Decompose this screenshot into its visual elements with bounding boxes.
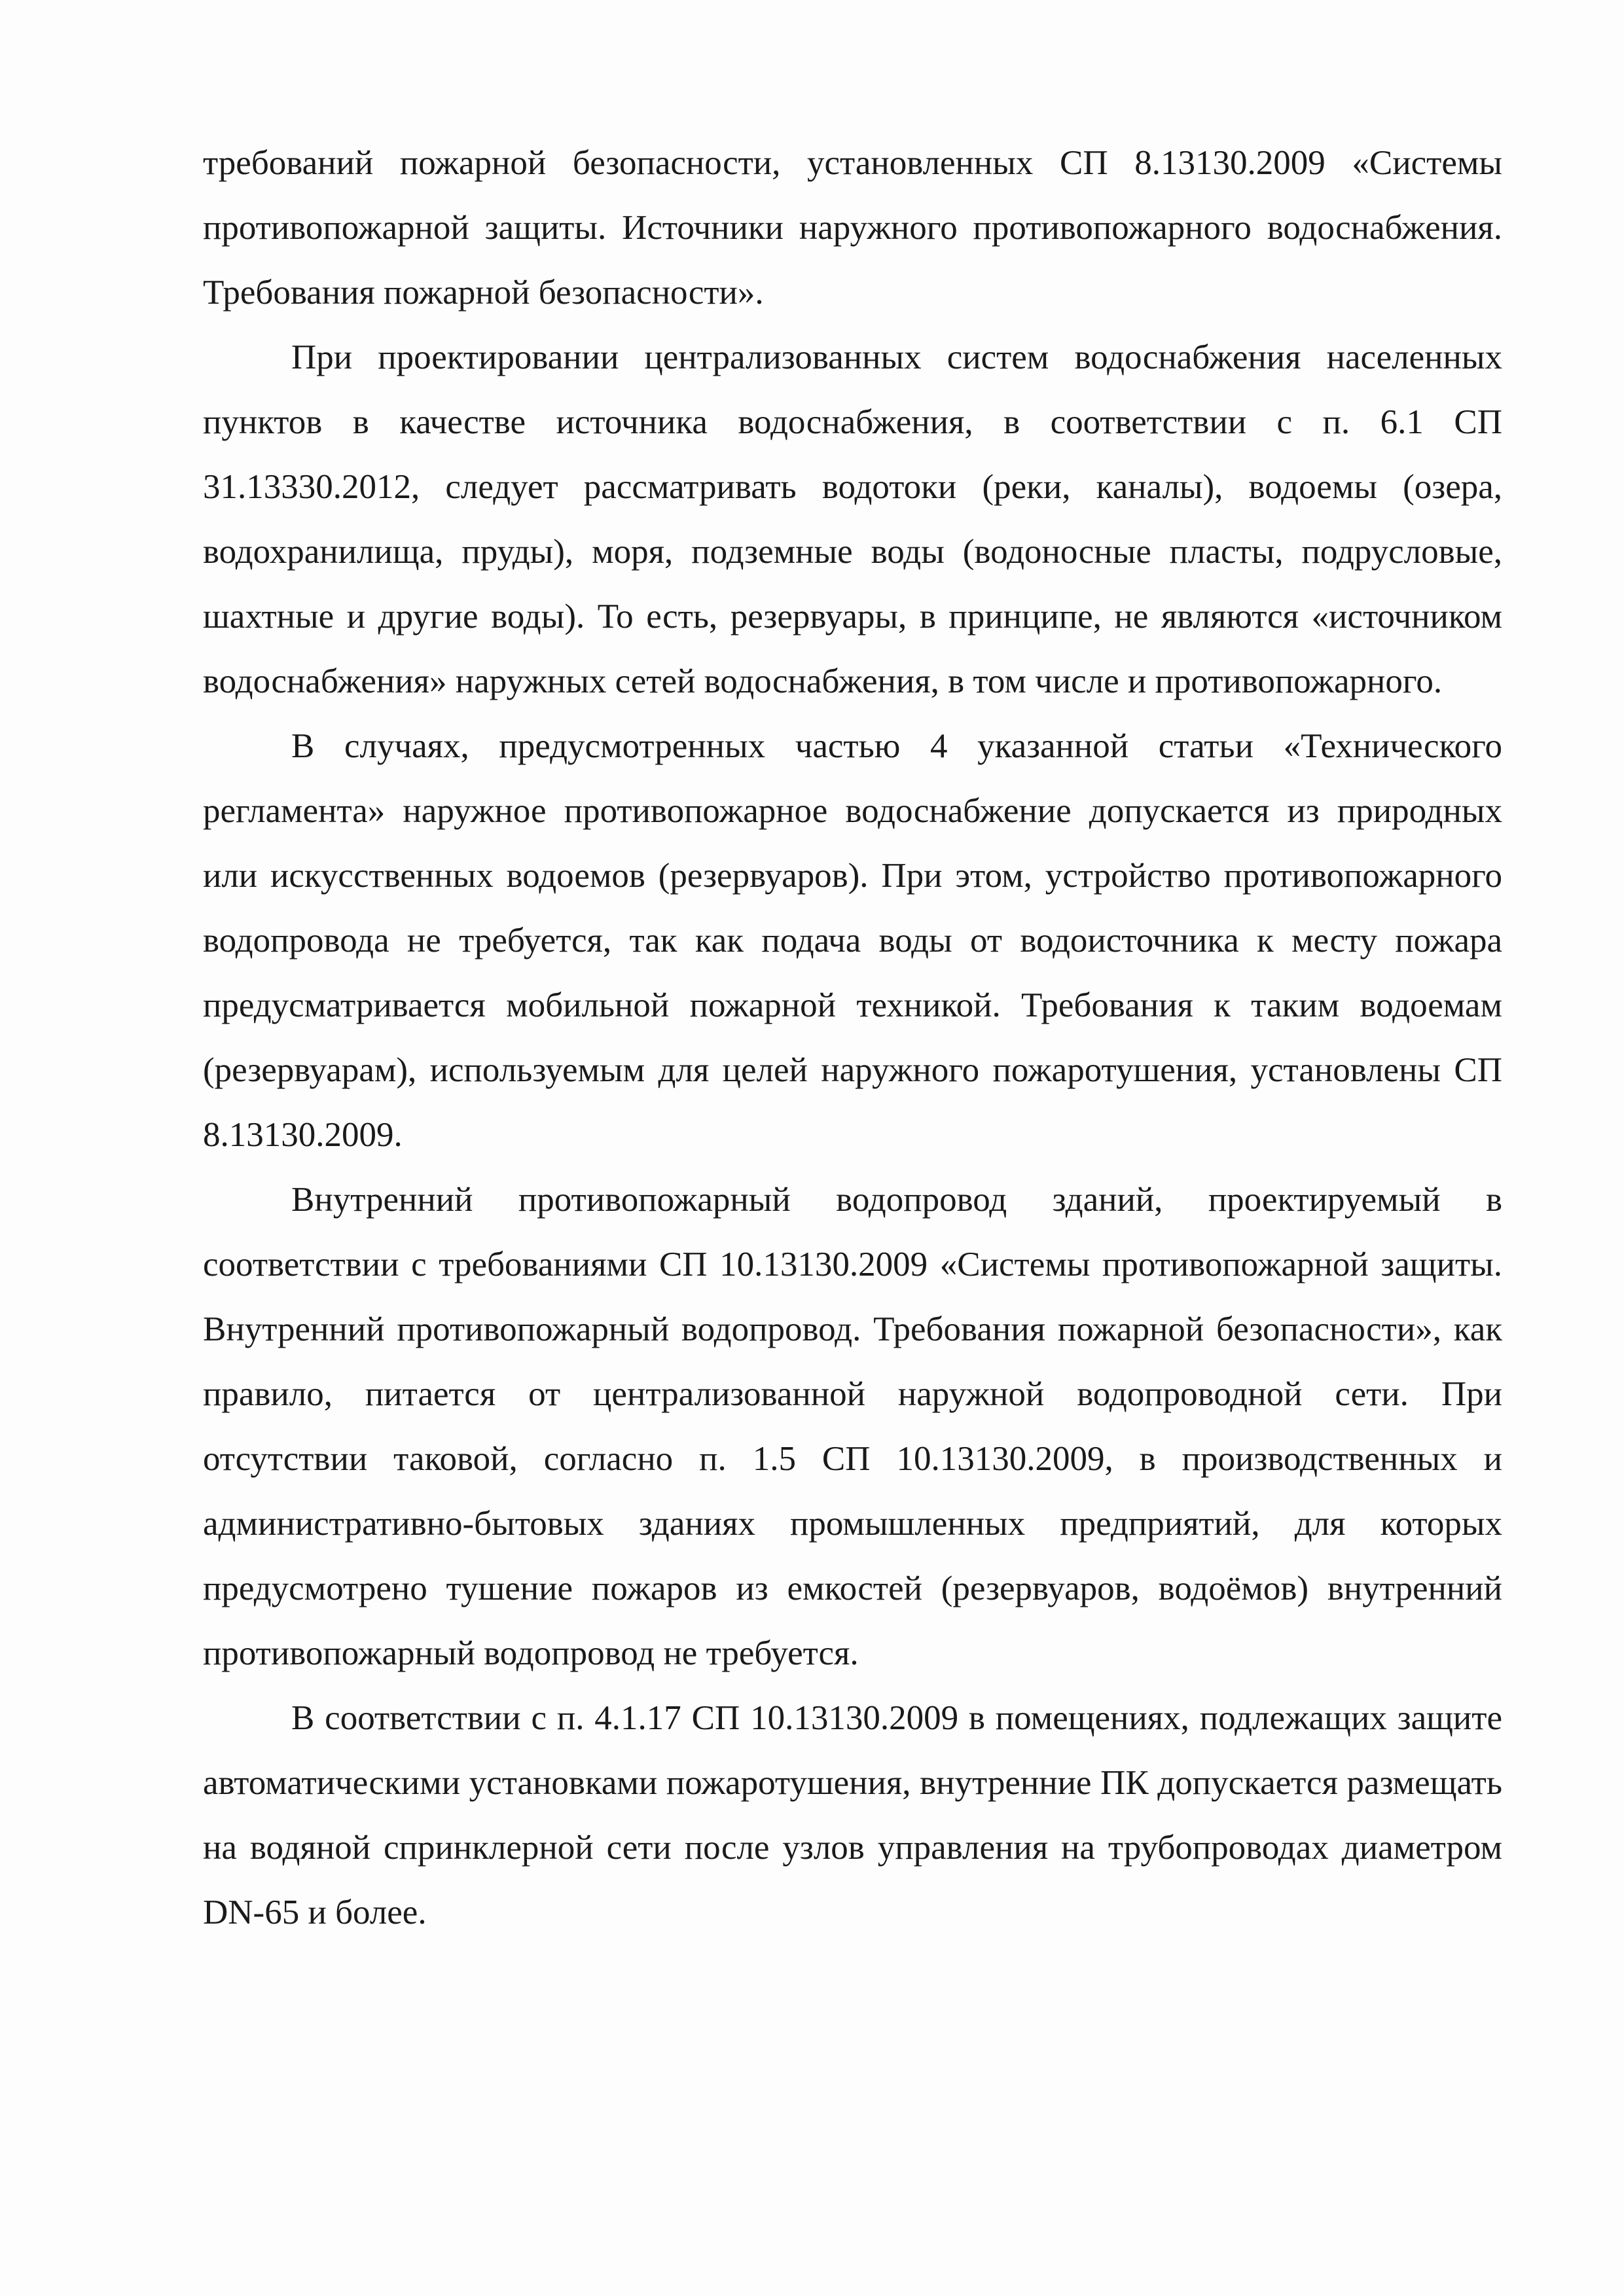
paragraph-1: требований пожарной безопасности, установленных СП 8.13130.2009 «Системы противопожарной защиты. Источники наружного противопожарного водоснабжения. Требования пожарной безопасности».: [203, 144, 1502, 312]
paragraph-5: В соответствии с п. 4.1.17 СП 10.13130.2009 в помещениях, подлежащих защите автоматическими установками пожаротушения, внутренние ПК допускается размещать на водяной спринклерной сети после узлов управления на трубопроводах диаметром DN-65 и более.: [203, 1699, 1502, 1931]
paragraph-2: При проектировании централизованных систем водоснабжения населенных пунктов в качестве источника водоснабжения, в соответствии с п. 6.1 СП 31.13330.2012, следует рассматривать водотоки (реки, каналы), водоемы (озера, водохранилища, пруды), моря, подземные воды (водоносные пласты, подрусловые, шахтные и другие воды). То есть, резервуары, в принципе, не являются «источником водоснабжения» наружных сетей водоснабжения, в том числе и противопожарного.: [203, 338, 1502, 700]
paragraph-3: В случаях, предусмотренных частью 4 указанной статьи «Технического регламента» наружное противопожарное водоснабжение допускается из природных или искусственных водоемов (резервуаров). При этом, устройство противопожарного водопровода не требуется, так как подача воды от водоисточника к месту пожара предусматривается мобильной пожарной техникой. Требования к таким водоемам (резервуарам), используемым для целей наружного пожаротушения, установлены СП 8.13130.2009.: [203, 727, 1502, 1154]
body-text: [203, 131, 1502, 1945]
paragraph-4: Внутренний противопожарный водопровод зданий, проектируемый в соответствии с требованиями СП 10.13130.2009 «Системы противопожарной защиты. Внутренний противопожарный водопровод. Требования пожарной безопасности», как правило, питается от централизованной наружной водопроводной сети. При отсутствии таковой, согласно п. 1.5 СП 10.13130.2009, в производственных и административно-бытовых зданиях промышленных предприятий, для которых предусмотрено тушение пожаров из емкостей (резервуаров, водоёмов) внутренний противопожарный водопровод не требуется.: [203, 1181, 1502, 1672]
